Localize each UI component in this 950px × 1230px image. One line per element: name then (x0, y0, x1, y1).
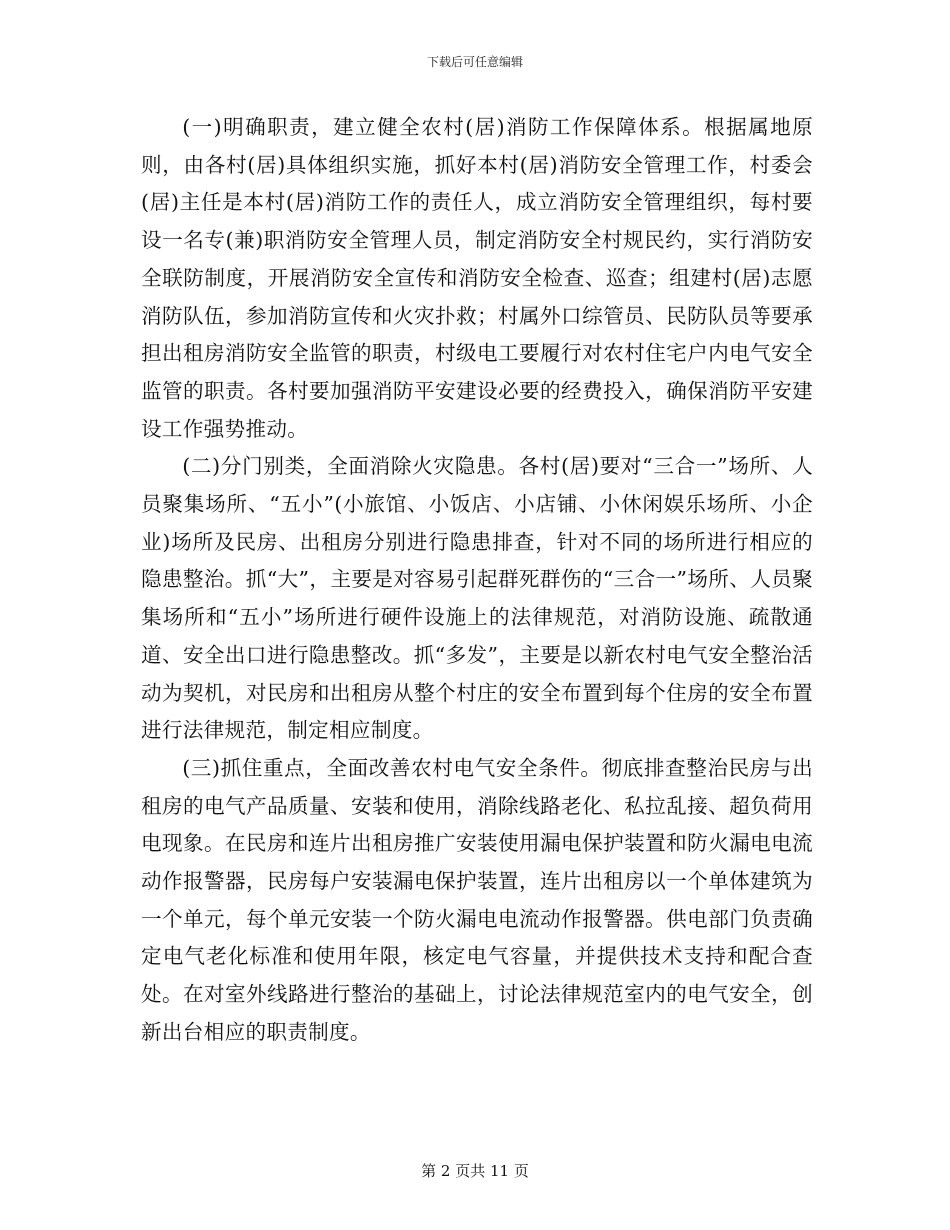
page-number: 第 2 页共 11 页 (421, 1162, 529, 1180)
paragraph-2: (二)分门别类，全面消除火灾隐患。各村(居)要对“三合一”场所、人员聚集场所、“五小”(小旅馆、小饭店、小店铺、小休闲娱乐场所、小企业)场所及民房、出租房分别进行隐患排查，针对不同的场所进行相应的隐患整治。抓“大”，主要是对容易引起群死群伤的“三合一”场所、人员聚集场所和“五小”场所进行硬件设施上的法律规范，对消防设施、疏散通道、安全出口进行隐患整改。抓“多发”，主要是以新农村电气安全整治活动为契机，对民房和出租房从整个村庄的安全布置到每个住房的安全布置进行法律规范，制定相应制度。 (141, 454, 813, 743)
document-body (141, 109, 813, 1052)
paragraph-3: (三)抓住重点，全面改善农村电气安全条件。彻底排查整治民房与出租房的电气产品质量、安装和使用，消除线路老化、私拉乱接、超负荷用电现象。在民房和连片出租房推广安装使用漏电保护装置和防火漏电电流动作报警器，民房每户安装漏电保护装置，连片出租房以一个单体建筑为一个单元，每个单元安装一个防火漏电电流动作报警器。供电部门负责确定电气老化标准和使用年限，核定电气容量，并提供技术支持和配合查处。在对室外线路进行整治的基础上，讨论法律规范室内的电气安全，创新出台相应的职责制度。 (141, 755, 813, 1044)
paragraph-1: (一)明确职责，建立健全农村(居)消防工作保障体系。根据属地原则，由各村(居)具体组织实施，抓好本村(居)消防安全管理工作，村委会(居)主任是本村(居)消防工作的责任人，成立消防安全管理组织，每村要设一名专(兼)职消防安全管理人员，制定消防安全村规民约，实行消防安全联防制度，开展消防安全宣传和消防安全检查、巡查；组建村(居)志愿消防队伍，参加消防宣传和火灾扑救；村属外口综管员、民防队员等要承担出租房消防安全监管的职责，村级电工要履行对农村住宅户内电气安全监管的职责。各村要加强消防平安建设必要的经费投入，确保消防平安建设工作强势推动。 (141, 115, 813, 441)
page-header: 下载后可任意编辑 (426, 55, 523, 69)
